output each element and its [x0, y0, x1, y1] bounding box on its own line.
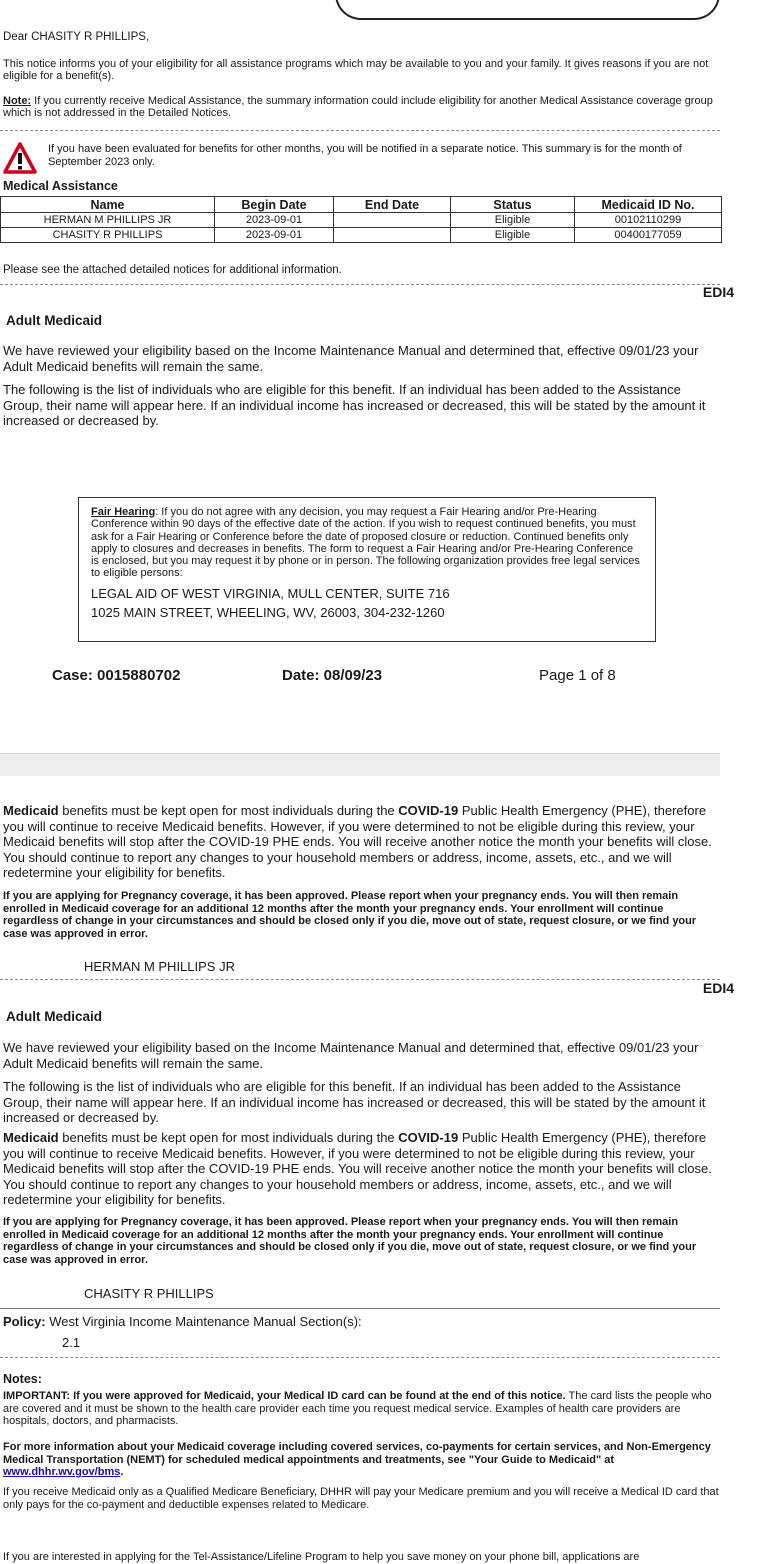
legal-aid-org-line1: LEGAL AID OF WEST VIRGINIA, MULL CENTER, SUITE 716 — [91, 585, 450, 601]
qmb-note: If you receive Medicaid only as a Qualified Medicare Beneficiary, DHHR will pay your Medicare premium and you will receive a Medical ID card that only pays for the co-payment and deductible expenses related to Medicare. — [3, 1486, 719, 1511]
medicaid-bold: Medicaid — [3, 1130, 59, 1145]
see-attached-text: Please see the attached detailed notices for additional information. — [3, 264, 342, 276]
important-note — [3, 1390, 719, 1428]
individuals-paragraph: The following is the list of individuals who are eligible for this benefit. If an individual has been added to the Assistance Group, their name will appear here. If an individual income has increased or decreased, this will be stated by the amount it increased or decreased by. — [3, 1079, 706, 1125]
edi-label: EDI4 — [702, 284, 734, 300]
divider — [0, 130, 720, 131]
covid19-bold: COVID-19 — [398, 1130, 459, 1145]
divider — [0, 979, 720, 980]
divider — [0, 1308, 720, 1309]
divider — [0, 284, 720, 285]
medical-assistance-table — [0, 196, 722, 243]
tel-assistance-note: If you are interested in applying for the Tel-Assistance/Lifeline Program to help you save money on your phone bill, applications are — [3, 1551, 640, 1563]
pregnancy-paragraph: If you are applying for Pregnancy coverage, it has been approved. Please report when your pregnancy ends. You will then remain enrolled in Medicaid coverage for an additional 12 months after the month your pregnancy ends. Your enrollment will continue regardless of change in your circumstances and should be closed only if you die, move out of state, request closure, or we find your case was approved in error. — [3, 1216, 697, 1266]
bms-link[interactable]: www.dhhr.wv.gov/bms — [3, 1466, 121, 1478]
intro-text: This notice informs you of your eligibility for all assistance programs which may be available to you and your family. It gives reasons if you are not eligible for a benefit(s). — [3, 58, 709, 82]
policy-line — [3, 1314, 362, 1329]
person-name: CHASITY R PHILLIPS — [84, 1286, 214, 1301]
fair-hearing-text — [91, 506, 643, 580]
policy-label: Policy: — [3, 1314, 46, 1329]
note-label: Note: — [3, 95, 32, 107]
review-paragraph: We have reviewed your eligibility based on the Income Maintenance Manual and determined that, effective 09/01/23 your Adult Medicaid benefits will remain the same. — [3, 343, 699, 374]
note-text: If you currently receive Medical Assistance, the summary information could include eligibility for another Medical Assistance coverage group which is not addressed in the Detailed Notices. — [3, 95, 713, 119]
more-info-text: For more information about your Medicaid coverage including covered services, co-payments for certain services, and Non-Emergency Medical Transportation (NEMT) for scheduled medical appointments and treatments, see "Your Guide to Medicaid" at — [3, 1441, 711, 1466]
covid-text-2: Public Health Emergency (PHE), therefore you will continue to receive Medicaid benefits. However, if you were determined to not be eligible during this review, your Medicaid benefits will stop after the COVID-19 PHE ends. You will receive another notice the month your benefits will close. You should continue to report any changes to your household members or address, income, assets, etc., and we will redetermine your eligibility for benefits. — [3, 803, 712, 880]
covid-paragraph — [3, 803, 719, 881]
covid-text-1: benefits must be kept open for most individuals during the — [58, 803, 399, 818]
important-bold: IMPORTANT: If you were approved for Medicaid, your Medical ID card can be found at the end of this notice. — [3, 1390, 566, 1402]
warning-triangle-icon — [3, 142, 39, 176]
edi-label: EDI4 — [702, 980, 734, 996]
page-number: Page 1 of 8 — [539, 667, 616, 684]
warning-text: If you have been evaluated for benefits for other months, you will be notified in a separate notice. This summary is for the month of September 2023 only. — [48, 143, 682, 168]
note-paragraph — [3, 95, 719, 119]
cell-medicaid-id: 00400177059 — [575, 228, 722, 243]
cell-end-date — [334, 213, 451, 228]
cell-name: CHASITY R PHILLIPS — [1, 228, 215, 243]
pregnancy-paragraph: If you are applying for Pregnancy coverage, it has been approved. Please report when your pregnancy ends. You will then remain enrolled in Medicaid coverage for an additional 12 months after the month your pregnancy ends. Your enrollment will continue regardless of change in your circumstances and should be closed only if you die, move out of state, request closure, or we find your case was approved in error. — [3, 890, 697, 940]
header-box-outline — [335, 0, 720, 20]
section-title-adult-medicaid: Adult Medicaid — [6, 313, 103, 328]
section-title-adult-medicaid: Adult Medicaid — [6, 1009, 103, 1024]
notice-date: Date: 08/09/23 — [282, 667, 383, 684]
legal-aid-org-line2: 1025 MAIN STREET, WHEELING, WV, 26003, 304-232-1260 — [91, 604, 445, 620]
fair-hearing-body: : If you do not agree with any decision, you may request a Fair Hearing and/or Pre-Hearing Conference within 90 days of the effective date of the action. If you wish to request continued benefits, you must ask for a Fair Hearing or Conference before the date of proposed closure or reduction. Continued benefits only apply to closures and decreases in benefits. The form to request a Fair Hearing and/or Pre-Hearing Conference is enclosed, but you may request it by phone or in person. The following organization provides free legal services to eligible persons: — [91, 506, 640, 580]
table-header-row — [1, 197, 722, 213]
review-paragraph: We have reviewed your eligibility based on the Income Maintenance Manual and determined that, effective 09/01/23 your Adult Medicaid benefits will remain the same. — [3, 1040, 699, 1071]
cell-status: Eligible — [451, 228, 575, 243]
col-begin-date: Begin Date — [215, 197, 334, 213]
table-row — [1, 213, 722, 228]
cell-status: Eligible — [451, 213, 575, 228]
case-number: Case: 0015880702 — [52, 667, 181, 684]
cell-end-date — [334, 228, 451, 243]
policy-section: 2.1 — [62, 1335, 81, 1350]
cell-name: HERMAN M PHILLIPS JR — [1, 213, 215, 228]
covid-text-2: Public Health Emergency (PHE), therefore you will continue to receive Medicaid benefits. However, if you were determined to not be eligible during this review, your Medicaid benefits will stop after the COVID-19 PHE ends. You will receive another notice the month your benefits will close. You should continue to report any changes to your household members or address, income, assets, etc., and we will redetermine your eligibility for benefits. — [3, 1130, 712, 1207]
notes-heading: Notes: — [3, 1372, 42, 1386]
medical-assistance-heading: Medical Assistance — [3, 179, 118, 193]
person-name: HERMAN M PHILLIPS JR — [84, 959, 235, 974]
table-row — [1, 228, 722, 243]
cell-begin-date: 2023-09-01 — [215, 213, 334, 228]
col-medicaid-id: Medicaid ID No. — [575, 197, 722, 213]
more-info-note: For more information about your Medicaid coverage including covered services, co-payments for certain services, and Non-Emergency Medical Transportation (NEMT) for scheduled medical appointments and treatments, see "Your Guide to Medicaid" at www.dhhr.wv.gov/bms. — [3, 1441, 711, 1478]
important-rest: The card lists the people who are covered and it must be shown to the health care provider each time you request medical service. Examples of health care providers are hospitals, doctors, and pharmacists. — [3, 1390, 712, 1427]
col-status: Status — [451, 197, 575, 213]
fair-hearing-box — [78, 497, 656, 642]
cell-begin-date: 2023-09-01 — [215, 228, 334, 243]
covid-paragraph — [3, 1130, 719, 1208]
divider — [0, 1357, 720, 1358]
individuals-paragraph: The following is the list of individuals who are eligible for this benefit. If an individual has been added to the Assistance Group, their name will appear here. If an individual income has increased or decreased, this will be stated by the amount it increased or decreased by. — [3, 382, 706, 428]
greeting: Dear CHASITY R PHILLIPS, — [3, 31, 150, 43]
col-end-date: End Date — [334, 197, 451, 213]
col-name: Name — [1, 197, 215, 213]
covid19-bold: COVID-19 — [398, 803, 459, 818]
fair-hearing-label: Fair Hearing — [91, 506, 156, 518]
cell-medicaid-id: 00102110299 — [575, 213, 722, 228]
policy-text: West Virginia Income Maintenance Manual Section(s): — [45, 1314, 362, 1329]
covid-text-1: benefits must be kept open for most individuals during the — [58, 1130, 399, 1145]
page-break — [0, 753, 720, 776]
medicaid-bold: Medicaid — [3, 803, 59, 818]
